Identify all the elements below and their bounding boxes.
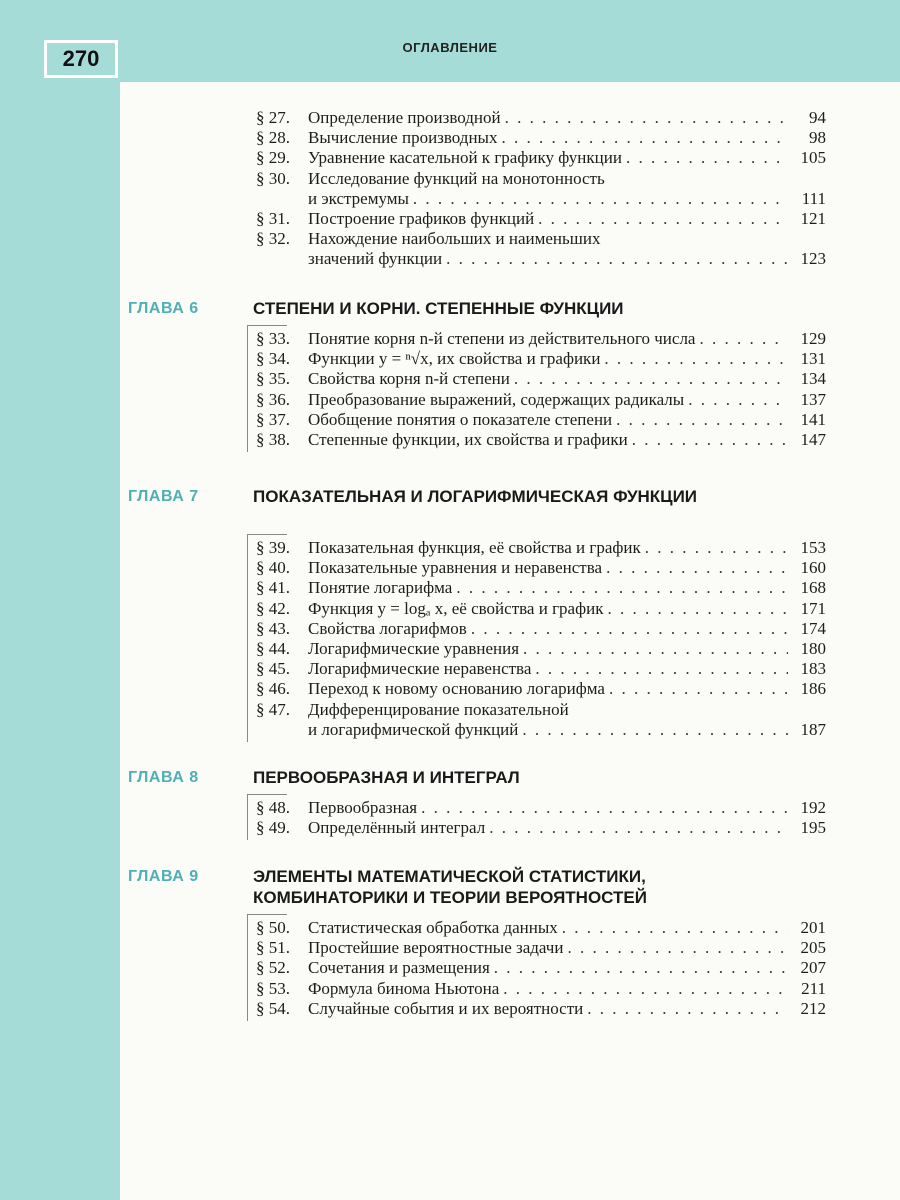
leader-dots (699, 329, 788, 349)
section-number: § 40. (256, 558, 290, 578)
chapter-title: ПЕРВООБРАЗНАЯ И ИНТЕГРАЛ (253, 768, 520, 787)
toc-entry-title: Нахождение наибольших и наименьших (308, 229, 601, 249)
leader-dots (522, 720, 788, 740)
toc-entry[interactable] (256, 818, 826, 838)
toc-entry[interactable] (256, 390, 826, 410)
chapter-bracket-horizontal (247, 325, 287, 326)
section-number: § 27. (256, 108, 290, 127)
toc-page-number: 211 (801, 978, 826, 998)
section-number: § 36. (256, 389, 290, 409)
chapter-title: СТЕПЕНИ И КОРНИ. СТЕПЕННЫЕ ФУНКЦИИ (253, 299, 624, 318)
leader-dots (471, 619, 788, 639)
leader-dots (606, 558, 788, 578)
leader-dots (567, 938, 788, 958)
toc-page-number: 131 (800, 349, 826, 369)
leader-dots (609, 679, 788, 699)
leader-dots (503, 979, 788, 999)
toc-entry-title: Понятие логарифма (308, 578, 453, 598)
toc-entry-title: и логарифмической функций (308, 719, 519, 739)
toc-entry[interactable] (256, 558, 826, 578)
toc-entry-title: Вычисление производных (308, 128, 498, 148)
leader-dots (562, 918, 788, 938)
toc-page-number: 195 (800, 818, 826, 838)
toc-entry-title: Простейшие вероятностные задачи (308, 938, 564, 958)
toc-entry[interactable] (256, 229, 826, 269)
chapter-label: ГЛАВА 6 (128, 300, 199, 317)
leader-dots (421, 798, 788, 818)
leader-dots (501, 128, 788, 148)
toc-page-number: 153 (800, 538, 826, 557)
leader-dots (514, 369, 788, 389)
toc-page-number: 186 (800, 679, 826, 699)
toc-entry-title: Логарифмические уравнения (308, 639, 520, 658)
toc-entry-title: Обобщение понятия о показателе степени (308, 409, 613, 429)
toc-entry-title: Определение производной (308, 108, 501, 127)
toc-page-number: 123 (800, 249, 826, 269)
toc-entry[interactable] (256, 798, 826, 818)
chapter-bracket-horizontal (247, 914, 287, 915)
section-number: § 42. (256, 598, 290, 618)
toc-entry[interactable] (256, 619, 826, 639)
leader-dots (607, 599, 788, 619)
toc-entry[interactable] (256, 578, 826, 598)
leader-dots (632, 430, 788, 450)
toc-page-number: 207 (800, 958, 826, 978)
leader-dots (616, 410, 788, 430)
chapter-bracket-vertical (247, 534, 248, 742)
section-number: § 34. (256, 349, 290, 369)
leader-dots (489, 818, 788, 838)
toc-page-number: 174 (800, 618, 826, 638)
toc-entry-title: Преобразование выражений, содержащих радикалы (308, 389, 685, 409)
toc-page-number: 205 (800, 938, 826, 958)
chapter-bracket-horizontal (247, 534, 287, 535)
toc-entry-title: Функция y = logₐ x, её свойства и график (308, 598, 604, 618)
toc-entry-title: Логарифмические неравенства (308, 659, 532, 679)
section-number: § 47. (256, 699, 290, 719)
leader-dots (688, 390, 788, 410)
toc-page-number: 212 (800, 998, 826, 1018)
chapter-title: ЭЛЕМЕНТЫ МАТЕМАТИЧЕСКОЙ СТАТИСТИКИ, КОМБИНАТОРИКИ И ТЕОРИИ ВЕРОЯТНОСТЕЙ (253, 867, 647, 907)
chapter-bracket-vertical (247, 794, 248, 840)
section-number: § 38. (256, 430, 290, 449)
toc-page-number: 94 (809, 108, 826, 127)
toc-page-number: 201 (800, 918, 826, 937)
chapter-bracket-vertical (247, 325, 248, 452)
chapter-bracket-vertical (247, 914, 248, 1021)
section-number: § 49. (256, 818, 290, 838)
toc-entry[interactable] (256, 979, 826, 999)
toc-entry[interactable] (256, 958, 826, 978)
section-number: § 44. (256, 639, 290, 658)
section-number: § 54. (256, 998, 290, 1018)
section-number: § 52. (256, 958, 290, 978)
toc-entry[interactable] (256, 430, 826, 450)
toc-entry[interactable] (256, 999, 826, 1019)
running-head: ОГЛАВЛЕНИЕ (402, 40, 498, 55)
toc-entry[interactable] (256, 410, 826, 430)
toc-entry[interactable] (256, 209, 826, 229)
toc-entry-title: Уравнение касательной к графику функции (308, 148, 622, 168)
toc-entry-title: Статистическая обработка данных (308, 918, 558, 937)
toc-entry-title: Дифференцирование показательной (308, 699, 569, 719)
toc-page-number: 111 (801, 188, 826, 208)
toc-entry[interactable] (256, 538, 826, 558)
toc-entry-title: Показательная функция, её свойства и график (308, 538, 641, 557)
toc-entry[interactable] (256, 329, 826, 349)
leader-dots (535, 659, 788, 679)
toc-page-number: 171 (800, 598, 826, 618)
chapter-label: ГЛАВА 9 (128, 868, 199, 885)
toc-entry-title: Функции y = ⁿ√x, их свойства и графики (308, 349, 601, 369)
section-number: § 46. (256, 679, 290, 699)
section-number: § 45. (256, 659, 290, 679)
toc-entry[interactable] (256, 369, 826, 389)
toc-page-number: 192 (800, 798, 826, 817)
toc-entry[interactable] (256, 148, 826, 168)
chapter-label: ГЛАВА 8 (128, 769, 199, 786)
toc-entry[interactable] (256, 599, 826, 619)
toc-page-number: 147 (800, 430, 826, 449)
toc-entry-title: Понятие корня n-й степени из действительного числа (308, 329, 696, 348)
toc-page-number: 129 (800, 329, 826, 348)
toc-entry-title: Свойства корня n-й степени (308, 369, 510, 389)
toc-page-number: 134 (800, 369, 826, 389)
section-number: § 32. (256, 229, 290, 249)
toc-entry[interactable] (256, 349, 826, 369)
toc-page-number: 180 (800, 639, 826, 658)
toc-entry-title: значений функции (308, 249, 443, 269)
section-number: § 50. (256, 918, 290, 937)
toc-entry-title: Исследование функций на монотонность (308, 168, 605, 188)
toc-entry[interactable] (256, 659, 826, 679)
leader-dots (587, 999, 788, 1019)
toc-page-number: 141 (800, 409, 826, 429)
chapter-label: ГЛАВА 7 (128, 488, 199, 505)
toc-page-number: 105 (800, 148, 826, 168)
section-number: § 31. (256, 209, 290, 228)
toc-entry-title: Формула бинома Ньютона (308, 978, 500, 998)
toc-entry[interactable] (256, 700, 826, 740)
toc-page-number: 168 (800, 578, 826, 598)
leader-dots (604, 349, 788, 369)
toc-entry-title: Степенные функции, их свойства и графики (308, 430, 628, 449)
toc-entry-title: Случайные события и их вероятности (308, 998, 584, 1018)
toc-entry-title: Построение графиков функций (308, 209, 535, 228)
toc-entry[interactable] (256, 679, 826, 699)
section-number: § 51. (256, 938, 290, 958)
toc-entry[interactable] (256, 128, 826, 148)
section-number: § 37. (256, 409, 290, 429)
leader-dots (456, 578, 788, 598)
toc-page-number: 187 (800, 719, 826, 739)
leader-dots (494, 958, 788, 978)
toc-entry[interactable] (256, 169, 826, 209)
toc-entry-title: Показательные уравнения и неравенства (308, 558, 603, 578)
toc-entry-title: Сочетания и размещения (308, 958, 490, 978)
toc-page-number: 98 (809, 128, 826, 148)
page-number: 270 (44, 40, 118, 78)
leader-dots (523, 639, 788, 659)
leader-dots (446, 249, 788, 269)
toc-entry[interactable] (256, 938, 826, 958)
section-number: § 53. (256, 978, 290, 998)
chapter-title: ПОКАЗАТЕЛЬНАЯ И ЛОГАРИФМИЧЕСКАЯ ФУНКЦИИ (253, 487, 698, 506)
toc-entry[interactable] (256, 918, 826, 938)
toc-entry-title: Первообразная (308, 798, 418, 817)
leader-dots (626, 148, 788, 168)
section-number: § 41. (256, 578, 290, 598)
toc-entry-title: Свойства логарифмов (308, 618, 467, 638)
section-number: § 39. (256, 538, 290, 557)
toc-entry-title: и экстремумы (308, 188, 409, 208)
leader-dots (505, 108, 788, 128)
toc-entry-title: Определённый интеграл (308, 818, 486, 838)
toc-entry[interactable] (256, 639, 826, 659)
toc-page-number: 137 (800, 389, 826, 409)
section-number: § 29. (256, 148, 290, 168)
toc-entry[interactable] (256, 108, 826, 128)
toc-page-number: 121 (800, 209, 826, 228)
section-number: § 43. (256, 618, 290, 638)
section-number: § 48. (256, 798, 290, 817)
section-number: § 28. (256, 128, 290, 148)
chapter-bracket-horizontal (247, 794, 287, 795)
section-number: § 30. (256, 168, 290, 188)
section-number: § 33. (256, 329, 290, 348)
toc-page-number: 183 (800, 659, 826, 679)
section-number: § 35. (256, 369, 290, 389)
leader-dots (413, 189, 788, 209)
toc-page-number: 160 (800, 558, 826, 578)
leader-dots (538, 209, 788, 229)
toc-entry-title: Переход к новому основанию логарифма (308, 679, 605, 699)
leader-dots (645, 538, 788, 558)
